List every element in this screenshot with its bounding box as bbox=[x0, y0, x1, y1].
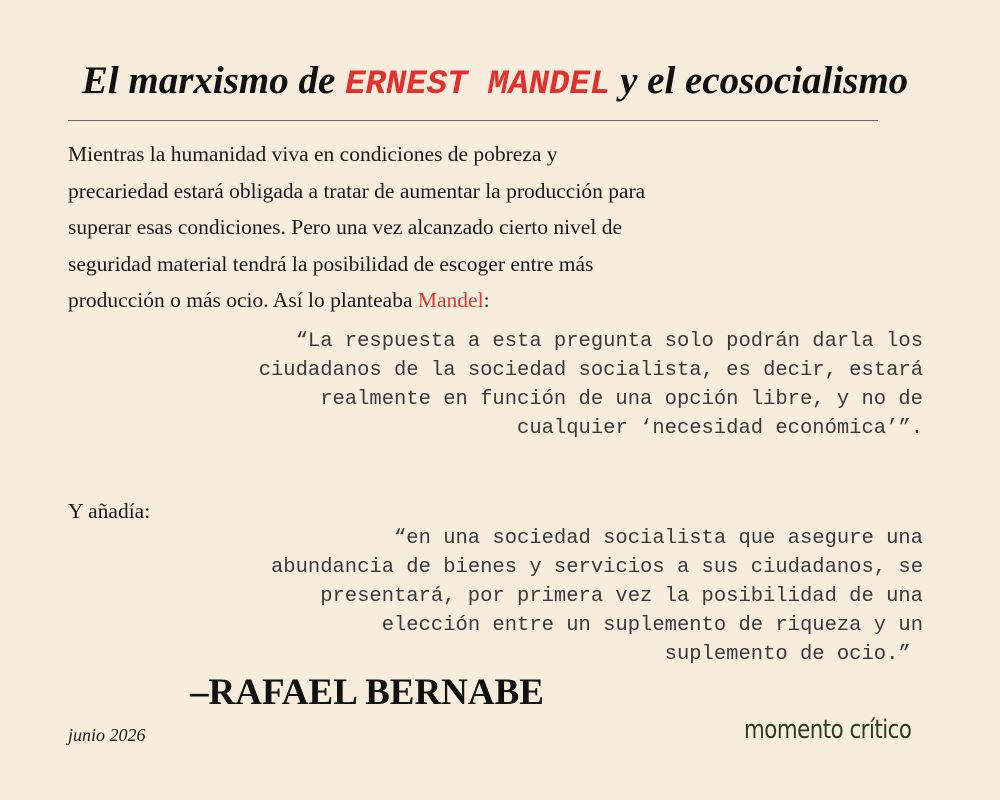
intro-line-last bbox=[68, 282, 768, 319]
article-title bbox=[0, 56, 990, 110]
intro-last-suffix: : bbox=[483, 288, 490, 312]
intro-line: Mientras la humanidad viva en condiciones de pobreza y bbox=[68, 142, 558, 166]
quote-line: presentará, por primera vez la posibilidad de una bbox=[320, 585, 923, 608]
quote-line: elección entre un suplemento de riqueza y un bbox=[381, 614, 923, 637]
quote-line: abundancia de bienes y servicios a sus ciudadanos, se bbox=[270, 556, 923, 579]
first-quote bbox=[259, 327, 923, 443]
intro-line: precariedad estará obligada a tratar de aumentar la producción para bbox=[68, 178, 646, 203]
title-highlight-name: ERNEST MANDEL bbox=[345, 66, 611, 104]
intro-line: superar esas condiciones. Pero una vez alcanzado cierto nivel de bbox=[68, 215, 622, 239]
quote-line: suplemento de ocio.” bbox=[664, 643, 923, 666]
intro-line: seguridad material tendrá la posibilidad de escoger entre más bbox=[68, 251, 594, 276]
quote-line: “La respuesta a esta pregunta solo podrán darla los bbox=[295, 330, 923, 353]
intro-highlight-name: Mandel bbox=[417, 288, 484, 312]
title-prefix: El marxismo de bbox=[81, 59, 346, 102]
quote-line: realmente en función de una opción libre, y no de bbox=[320, 388, 923, 411]
title-divider bbox=[68, 120, 878, 121]
quote-line: cualquier ‘necesidad económica’”. bbox=[517, 417, 923, 440]
title-suffix: y el ecosocialismo bbox=[610, 59, 909, 102]
intro-last-prefix: producción o más ocio. Así lo planteaba bbox=[68, 288, 418, 312]
brand-logo: momento crítico bbox=[744, 715, 912, 745]
author-name: –RAFAEL BERNABE bbox=[190, 672, 544, 713]
second-quote bbox=[271, 524, 923, 669]
quote-line: “en una sociedad socialista que asegure una bbox=[394, 527, 923, 550]
publication-date: junio 2026 bbox=[68, 725, 146, 745]
added-text: Y añadía: bbox=[68, 499, 151, 523]
intro-paragraph bbox=[68, 136, 768, 319]
quote-line: ciudadanos de la sociedad socialista, es decir, estará bbox=[258, 359, 923, 382]
